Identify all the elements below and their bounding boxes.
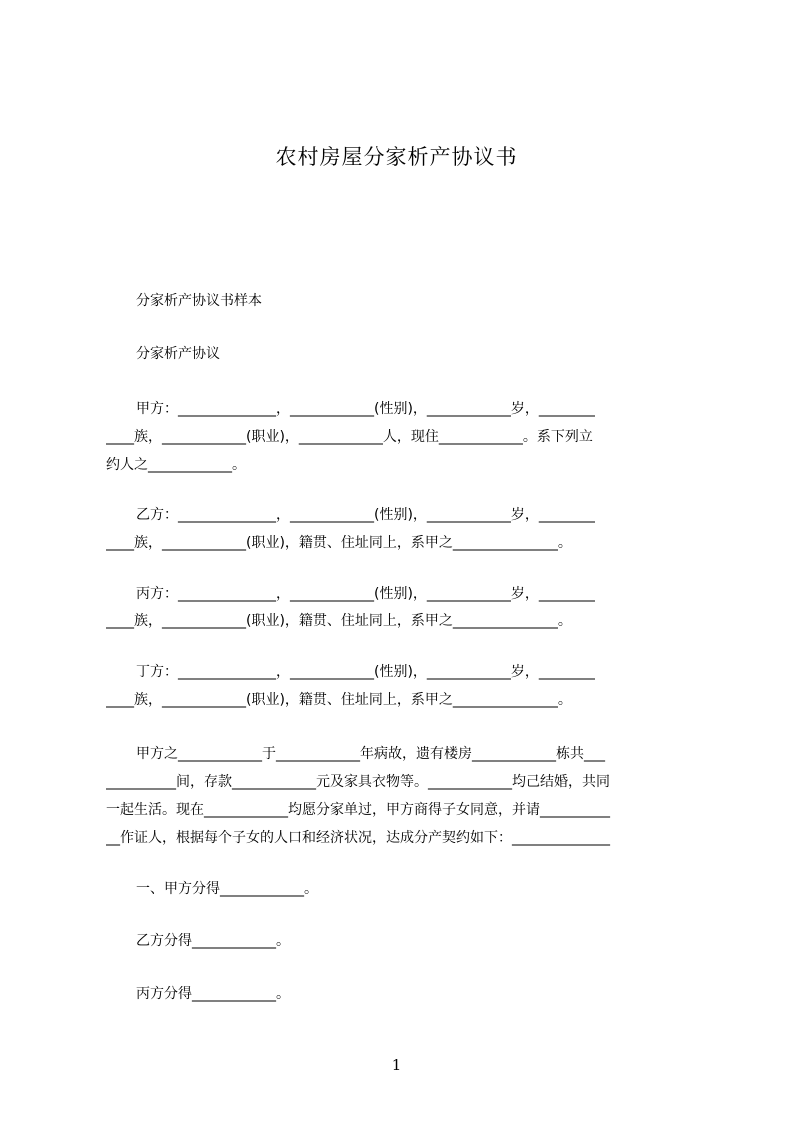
body-line-2: __________间，存款____________元及家具衣物等。____________均己结婚，共同 [106,774,610,790]
party-a-line-3: 约人之____________。 [106,457,246,473]
party-a-line-2: ____族，____________(职业)，____________人，现住____________。系下列立 [106,429,593,445]
clause-party-c: 丙方分得____________。 [136,986,290,1002]
party-c-line-2: ____族，____________(职业)，籍贯、住址同上，系甲之_______________。 [106,613,572,629]
sample-subtitle: 分家析产协议书样本 [136,293,262,309]
document-title: 农村房屋分家析产协议书 [275,145,518,169]
body-line-1: 甲方之____________于____________年病故，遗有楼房____________栋共___ [136,746,605,762]
clause-party-a: 一、甲方分得____________。 [136,881,318,897]
body-line-4: __作证人，根据每个子女的人口和经济状况，达成分产契约如下：______________ [106,830,610,846]
party-d-line-1: 丁方：______________，____________(性别)，____________岁，________ [136,664,595,680]
party-c-line-1: 丙方：______________，____________(性别)，____________岁，________ [136,586,595,602]
agreement-heading: 分家析产协议 [136,346,220,362]
party-d-line-2: ____族，____________(职业)，籍贯、住址同上，系甲之_______________。 [106,692,572,708]
party-b-line-1: 乙方：______________，____________(性别)，____________岁，________ [136,507,595,523]
party-a-line-1: 甲方：______________，____________(性别)，____________岁，________ [136,401,595,417]
clause-party-b: 乙方分得____________。 [136,933,290,949]
page-number: 1 [391,1056,402,1074]
party-b-line-2: ____族，____________(职业)，籍贯、住址同上，系甲之_______________。 [106,535,572,551]
body-line-3: 一起生活。现在____________均愿分家单过，甲方商得子女同意，并请__________ [106,802,610,818]
